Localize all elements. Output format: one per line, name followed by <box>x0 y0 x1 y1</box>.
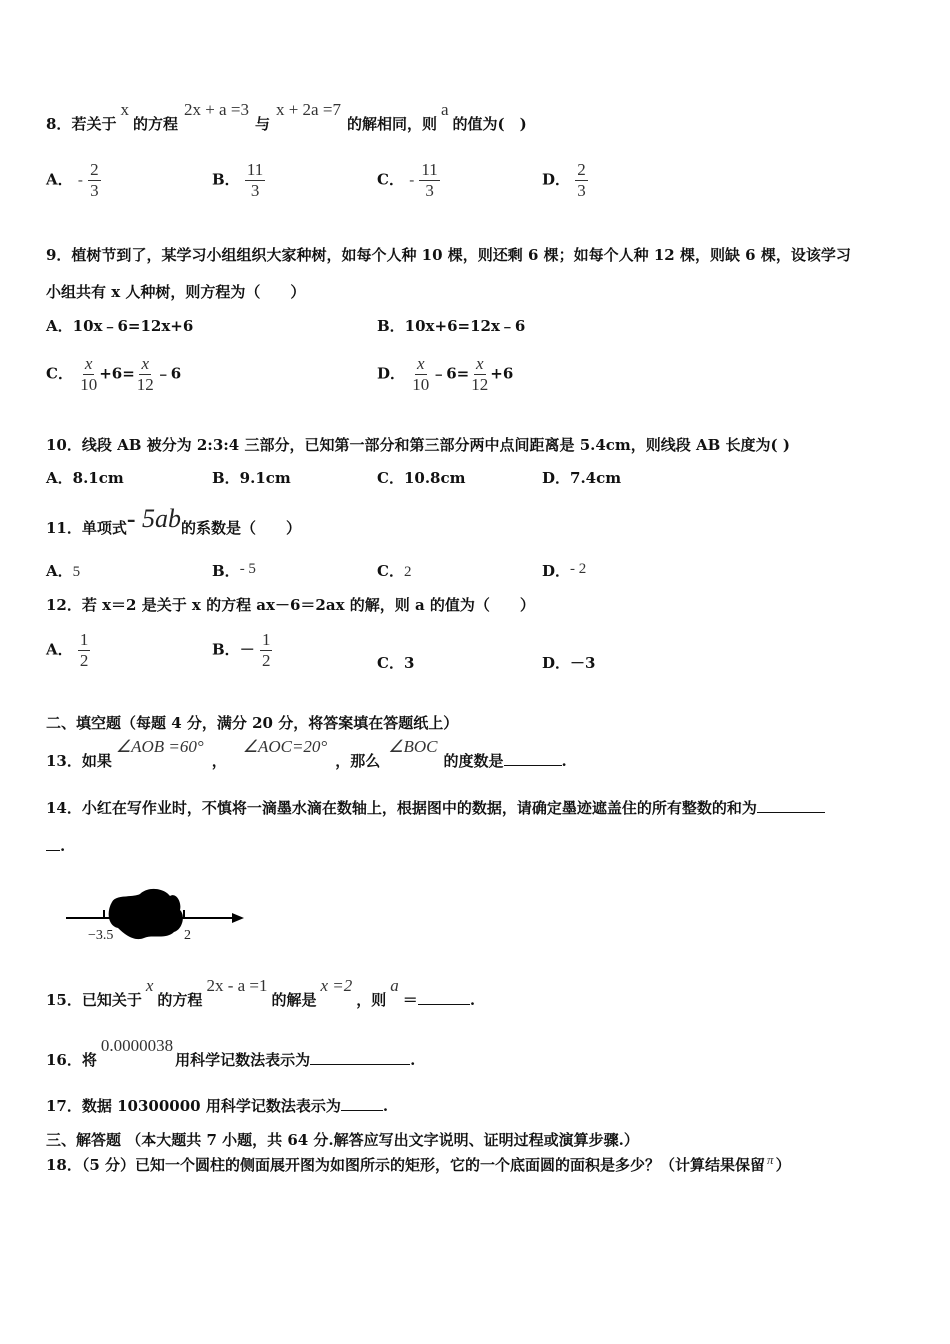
q16-text-1: 16．将 <box>46 1051 97 1069</box>
q14-line-2 <box>46 836 65 856</box>
q8-text-1: 若关于 <box>71 115 117 133</box>
fraction-numerator: 2 <box>577 160 586 179</box>
number-line-figure <box>60 880 260 950</box>
q13-text-5: . <box>561 752 567 770</box>
q9-line-2: 小组共有 x 人种树，则方程为（ ） <box>46 283 306 301</box>
q15-solution: x =2 <box>320 976 353 995</box>
label-2: 2 <box>184 928 191 943</box>
q13-text-3: ，那么 <box>335 752 381 770</box>
q16-answer-blank[interactable] <box>310 1064 410 1065</box>
q10-option-c[interactable]: C．10.8cm <box>377 469 466 487</box>
q8-text-3: 与 <box>254 115 270 133</box>
q13-angle-aob: ∠AOB =60° <box>115 737 204 756</box>
option-operator: ﹣6= <box>431 364 470 383</box>
q8-equation-1: 2x + a =3 <box>183 100 249 119</box>
q10-option-b[interactable]: B．9.1cm <box>212 469 291 487</box>
fraction-denominator: 3 <box>577 181 586 200</box>
option-label: D． <box>542 562 571 580</box>
q8-option-b[interactable] <box>212 160 265 201</box>
q15-text-1: 15．已知关于 <box>46 991 142 1009</box>
fraction-numerator: 1 <box>261 630 271 649</box>
option-sign: - <box>409 172 415 189</box>
option-label: C． <box>377 562 404 580</box>
question-13 <box>46 737 567 771</box>
fraction-denominator: 10 <box>412 375 430 394</box>
question-17 <box>46 1096 388 1116</box>
option-label: C． <box>377 170 404 189</box>
option-sign: － <box>239 640 255 659</box>
q8-number: 8． <box>46 115 72 133</box>
q16-number: 0.0000038 <box>100 1036 174 1055</box>
q9-line-1: 9．植树节到了，某学习小组组织大家种树，如每个人种 10 棵，则还剩 6 棵；如每个人种 12 棵，则缺 6 棵，设该学习 <box>46 246 851 264</box>
q13-angle-aoc: ∠AOC=20° <box>242 737 328 756</box>
option-fraction <box>245 160 265 201</box>
q14-answer-blank[interactable] <box>757 812 825 813</box>
q11-option-b[interactable] <box>212 561 256 582</box>
arrow-icon <box>232 913 244 923</box>
q11-monomial-expr: 5ab <box>142 504 182 533</box>
option-operator: +6= <box>99 364 135 383</box>
fraction-numerator: 11 <box>421 160 438 179</box>
option-label: C． <box>46 364 73 383</box>
q10-option-d[interactable]: D．7.4cm <box>542 469 622 487</box>
fraction-numerator: x <box>84 354 93 373</box>
q13-text-2: ， <box>211 752 227 770</box>
q17-text-1: 17．数据 10300000 用科学记数法表示为 <box>46 1097 341 1115</box>
question-16 <box>46 1036 416 1070</box>
q12-option-d[interactable]: D．－3 <box>542 654 596 672</box>
q15-equation: 2x - a =1 <box>206 976 268 995</box>
q15-text-3: 的解是 <box>271 991 317 1009</box>
q11-option-c[interactable] <box>377 561 411 582</box>
option-label: A． <box>46 170 73 189</box>
q16-text-3: . <box>410 1051 416 1069</box>
option-fraction-1 <box>410 354 431 395</box>
q12-option-b[interactable] <box>212 630 272 671</box>
fraction-denominator: 12 <box>471 375 489 394</box>
q14-text: 14．小红在写作业时，不慎将一滴墨水滴在数轴上，根据图中的数据，请确定墨迹遮盖住的所有整数的和为 <box>46 799 757 817</box>
label-minus-3-5: −3.5 <box>88 928 114 943</box>
q18-text-1: 18．（5 分）已知一个圆柱的侧面展开图为如图所示的矩形，它的一个底面圆的面积是多少？（计算结果保留 <box>46 1156 766 1174</box>
question-11 <box>46 504 302 538</box>
q15-text-2: 的方程 <box>157 991 203 1009</box>
option-fraction <box>88 160 101 201</box>
q15-text-5: ＝ <box>402 991 418 1009</box>
option-label: B． <box>212 170 240 189</box>
q11-text-1: 11．单项式 <box>46 519 127 537</box>
q18-pi: π <box>767 1152 774 1167</box>
q9-option-c[interactable] <box>46 354 181 395</box>
q15-text-4: ，则 <box>356 991 387 1009</box>
option-label: B． <box>212 562 240 580</box>
fraction-numerator: x <box>416 354 425 373</box>
q12-option-c[interactable]: C．3 <box>377 654 415 672</box>
q15-var-a: a <box>390 976 399 995</box>
q8-var-a: a <box>440 100 449 119</box>
q13-text-1: 13．如果 <box>46 752 112 770</box>
section-3-heading: 三、解答题 （本大题共 7 小题，共 64 分.解答应写出文字说明、证明过程或演算步骤.） <box>46 1131 639 1149</box>
option-value: - 5 <box>239 561 256 577</box>
q11-monomial-sign: - <box>126 504 136 533</box>
q9-option-b[interactable]: B．10x+6=12x﹣6 <box>377 317 526 335</box>
q10-option-a[interactable]: A．8.1cm <box>46 469 124 487</box>
q8-text-2: 的方程 <box>132 115 178 133</box>
option-label: A． <box>46 562 73 580</box>
question-18 <box>46 1152 791 1176</box>
fraction-numerator: x <box>141 354 150 373</box>
q8-option-c[interactable] <box>377 160 440 201</box>
fraction-denominator: 12 <box>136 375 154 394</box>
fraction-numerator: x <box>475 354 484 373</box>
option-fraction <box>575 160 588 201</box>
fraction-numerator: 1 <box>79 630 89 649</box>
q10-text: 10．线段 AB 被分为 2:3:4 三部分，已知第一部分和第三部分两中点间距离是 5.4cm，则线段 AB 长度为( ) <box>46 436 790 454</box>
q15-text-6: . <box>469 991 476 1009</box>
q13-angle-boc: ∠BOC <box>388 737 438 756</box>
q13-text-4: 的度数是 <box>443 752 504 770</box>
fraction-numerator: 2 <box>90 160 99 179</box>
option-value: - 2 <box>570 561 587 577</box>
q14-answer-blank-cont[interactable] <box>46 850 60 851</box>
q11-text-2: 的系数是（ ） <box>181 519 302 537</box>
option-fraction-1 <box>78 354 99 395</box>
option-fraction-2 <box>469 354 490 395</box>
q11-monomial <box>127 504 181 533</box>
q8-var-x: x <box>120 100 129 119</box>
option-label: D． <box>542 170 571 189</box>
q13-answer-blank[interactable] <box>504 765 562 766</box>
q15-answer-blank[interactable] <box>418 1004 470 1005</box>
question-14 <box>46 798 825 818</box>
option-value: 2 <box>403 564 412 580</box>
fraction-denominator: 10 <box>80 375 98 394</box>
q11-option-d[interactable] <box>542 561 586 582</box>
option-tail: +6 <box>490 364 514 383</box>
q8-equation-2: x + 2a =7 <box>275 100 341 119</box>
fraction-denominator: 2 <box>79 651 89 670</box>
section-2-heading: 二、填空题（每题 4 分，满分 20 分，将答案填在答题纸上） <box>46 714 459 732</box>
fraction-numerator: 11 <box>246 160 264 179</box>
q17-text-2: . <box>382 1097 389 1115</box>
q11-option-a[interactable] <box>46 561 80 582</box>
option-tail: ﹣6 <box>155 364 182 383</box>
q16-text-2: 用科学记数法表示为 <box>175 1051 311 1069</box>
fraction-denominator: 3 <box>250 181 260 200</box>
q17-answer-blank[interactable] <box>341 1110 383 1111</box>
q8-text-4: 的解相同，则 <box>346 115 437 133</box>
q14-text-end: . <box>60 837 66 855</box>
q8-text-5: 的值为( ) <box>452 115 527 133</box>
fraction-denominator: 2 <box>261 651 271 670</box>
option-sign: - <box>77 172 83 189</box>
ink-blot-icon <box>109 889 183 939</box>
fraction-denominator: 3 <box>90 181 99 200</box>
question-8 <box>46 100 527 134</box>
q15-var-x: x <box>145 976 154 995</box>
option-fraction <box>78 630 91 671</box>
option-fraction <box>260 630 273 671</box>
q12-option-a[interactable] <box>46 630 90 671</box>
option-label: A． <box>46 640 73 659</box>
option-fraction-2 <box>135 354 156 395</box>
q9-option-d[interactable] <box>377 354 513 395</box>
option-label: B． <box>212 640 240 659</box>
q12-text: 12．若 x＝2 是关于 x 的方程 ax－6＝2ax 的解，则 a 的值为（ ） <box>46 596 535 614</box>
option-value: 5 <box>72 564 81 580</box>
option-fraction <box>419 160 439 201</box>
question-15 <box>46 976 476 1010</box>
fraction-denominator: 3 <box>425 181 434 200</box>
q9-option-a[interactable]: A．10x﹣6=12x+6 <box>46 317 194 335</box>
option-label: D． <box>377 364 406 383</box>
q18-text-2: ） <box>775 1156 791 1174</box>
q8-option-a[interactable] <box>46 160 101 201</box>
q8-option-d[interactable] <box>542 160 588 201</box>
